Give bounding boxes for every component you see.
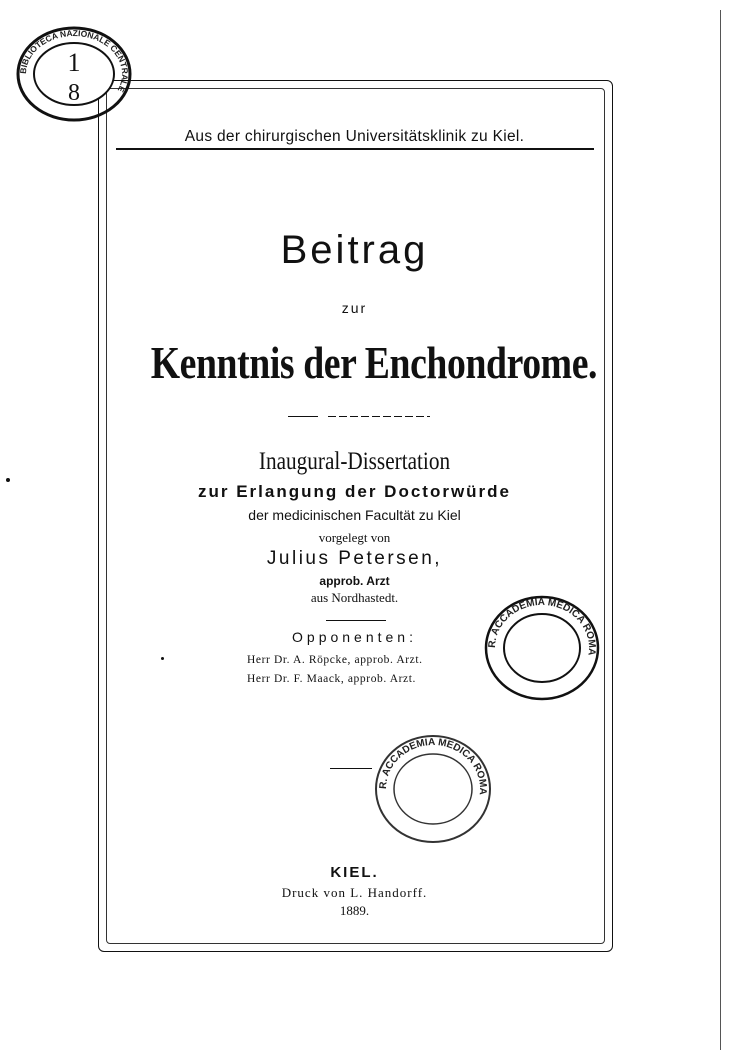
printer: Druck von L. Handorff. xyxy=(281,885,428,900)
shelfmark-number-2: 8 xyxy=(68,80,80,106)
shelfmark-number-1: 1 xyxy=(67,48,81,77)
author-name: Julius Petersen, xyxy=(266,548,443,569)
library-stamp-right-text: R. ACCADEMIA MEDICA ROMA xyxy=(486,596,598,656)
opponent-1: Herr Dr. A. Röpcke, approb. Arzt. xyxy=(247,654,423,666)
shelfmark-ring-text: BIBLIOTECA NAZIONALE CENTRALE xyxy=(17,27,131,94)
ink-speck-2 xyxy=(161,657,164,660)
title-zur: zur xyxy=(341,300,368,316)
author-title: approb. Arzt xyxy=(319,574,390,588)
dissertation-purpose: zur Erlangung der Doctorwürde xyxy=(197,482,512,501)
opponents-label: Opponenten: xyxy=(292,629,417,645)
ink-mark xyxy=(330,768,372,769)
author-origin: aus Nordhastedt. xyxy=(310,590,399,605)
title-beitrag: Beitrag xyxy=(280,228,429,272)
city: KIEL. xyxy=(330,864,379,881)
title-main: Kenntnis der Enchondrome. xyxy=(150,337,598,388)
shelfmark-stamp xyxy=(14,24,134,124)
faculty-line: der medicinischen Facultät zu Kiel xyxy=(248,507,461,523)
separator-left xyxy=(288,416,318,417)
opponents-rule xyxy=(326,620,386,621)
library-stamp-right xyxy=(482,592,602,704)
header-rule xyxy=(116,148,594,150)
dissertation-type: Inaugural-Dissertation xyxy=(258,448,451,475)
page-edge xyxy=(720,10,721,1050)
separator-right xyxy=(328,416,430,417)
library-stamp-lower xyxy=(372,730,494,848)
ink-speck xyxy=(6,478,10,482)
opponent-2: Herr Dr. F. Maack, approb. Arzt. xyxy=(247,673,417,685)
institution-line: Aus der chirurgischen Universitätsklinik zu Kiel. xyxy=(184,128,525,145)
year: 1889. xyxy=(339,903,370,918)
library-stamp-lower-text: R. ACCADEMIA MEDICA ROMA xyxy=(377,736,489,796)
presented-by: vorgelegt von xyxy=(318,530,391,545)
